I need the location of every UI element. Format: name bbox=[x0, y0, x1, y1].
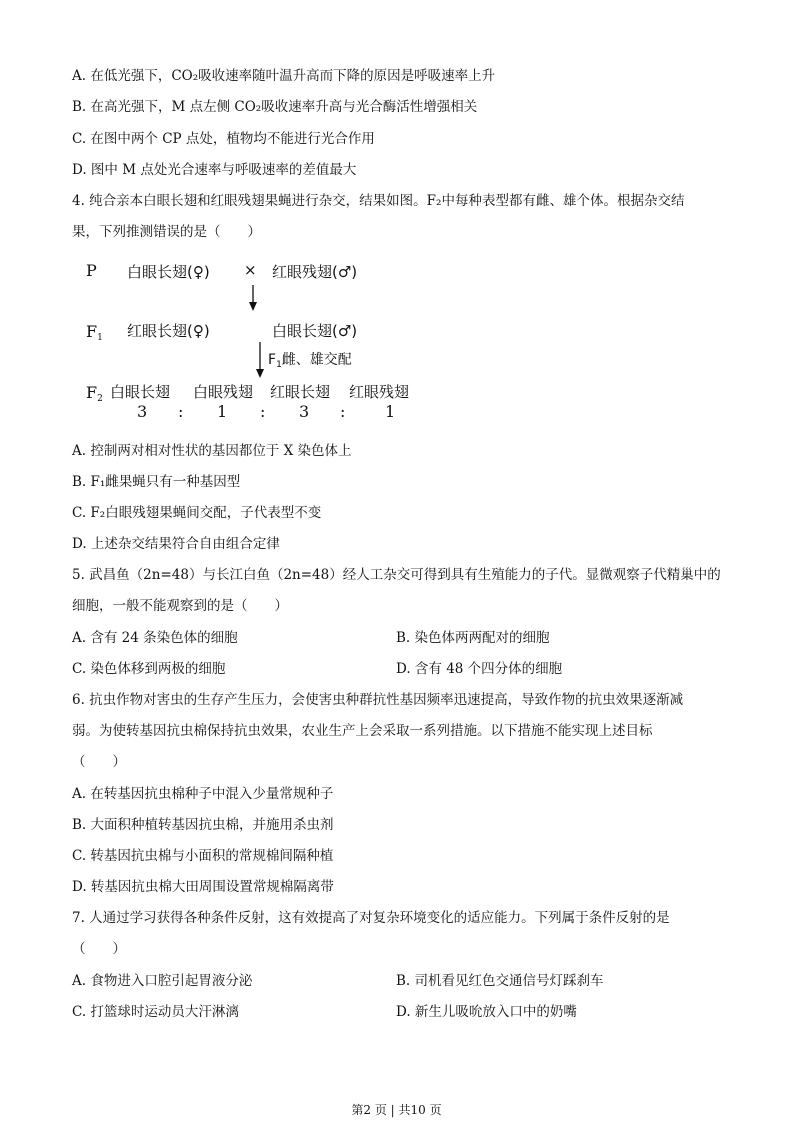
f2-ratio-value: 1 bbox=[385, 402, 396, 421]
f1-female: 红眼长翅(♀) bbox=[127, 322, 210, 340]
q3-option-a: A. 在低光强下，CO₂吸收速率随叶温升高而下降的原因是呼吸速率上升 bbox=[72, 68, 496, 84]
f1-male: 白眼长翅(♂) bbox=[272, 322, 358, 340]
f2-ratio-value: 1 bbox=[217, 402, 228, 421]
q6-option-d: D. 转基因抗虫棉大田周围设置常规棉隔离带 bbox=[72, 879, 334, 895]
q6-stem-line1: 6. 抗虫作物对害虫的生存产生压力，会使害虫种群抗性基因频率迅速提高，导致作物的抗虫效果逐渐减 bbox=[72, 692, 684, 708]
arrow-p-to-f1-head bbox=[249, 302, 257, 311]
p-female-parent: 白眼长翅(♀) bbox=[127, 263, 210, 281]
q3-option-c: C. 在图中两个 CP 点处，植物均不能进行光合作用 bbox=[72, 131, 375, 147]
q5-option-c: C. 染色体移到两极的细胞 bbox=[72, 661, 226, 677]
q4-stem-line2: 果，下列推测错误的是（ ） bbox=[72, 224, 261, 240]
q3-option-b: B. 在高光强下，M 点左侧 CO₂吸收速率升高与光合酶活性增强相关 bbox=[72, 99, 478, 115]
f2-phenotype: 白眼长翅 bbox=[110, 383, 171, 401]
f2-ratio-sep: : bbox=[178, 402, 184, 421]
q5-option-b: B. 染色体两两配对的细胞 bbox=[396, 630, 550, 646]
q7-stem-line1: 7. 人通过学习获得各种条件反射，这有效提高了对复杂环境变化的适应能力。下列属于条件反射的是 bbox=[72, 910, 670, 926]
q7-option-b: B. 司机看见红色交通信号灯踩刹车 bbox=[396, 973, 604, 989]
f2-phenotype: 红眼长翅 bbox=[270, 383, 331, 401]
arrow-f1-to-f2-head bbox=[256, 369, 264, 378]
f2-ratio-sep: : bbox=[260, 402, 266, 421]
q4-stem-line1: 4. 纯合亲本白眼长翅和红眼残翅果蝇进行杂交，结果如图。F₂中每种表型都有雌、雄个体。根据杂交结 bbox=[72, 193, 685, 209]
q6-option-b: B. 大面积种植转基因抗虫棉，并施用杀虫剂 bbox=[72, 817, 334, 833]
q7-option-d: D. 新生儿吸吮放入口中的奶嘴 bbox=[396, 1004, 577, 1020]
q4-option-b: B. F₁雌果蝇只有一种基因型 bbox=[72, 474, 241, 490]
q5-stem-line1: 5. 武昌鱼（2n=48）与长江白鱼（2n=48）经人工杂交可得到具有生殖能力的子代。显微观察子代精巢中的 bbox=[72, 567, 721, 583]
q5-option-a: A. 含有 24 条染色体的细胞 bbox=[72, 630, 238, 646]
p-generation-label: P bbox=[86, 261, 97, 280]
q6-stem-line2: 弱。为使转基因抗虫棉保持抗虫效果，农业生产上会采取一系列措施。以下措施不能实现上述目标 bbox=[72, 723, 653, 739]
q7-stem-line2: （ ） bbox=[72, 941, 126, 957]
q4-option-c: C. F₂白眼残翅果蝇间交配，子代表型不变 bbox=[72, 505, 322, 521]
q5-option-d: D. 含有 48 个四分体的细胞 bbox=[396, 661, 563, 677]
f2-ratio-value: 3 bbox=[137, 402, 148, 421]
q6-option-a: A. 在转基因抗虫棉种子中混入少量常规种子 bbox=[72, 786, 334, 802]
f2-ratio-value: 3 bbox=[299, 402, 310, 421]
page-footer: 第2 页 | 共10 页 bbox=[351, 1103, 442, 1117]
q4-option-d: D. 上述杂交结果符合自由组合定律 bbox=[72, 536, 280, 552]
cross-symbol: × bbox=[244, 261, 257, 279]
q4-option-a: A. 控制两对相对性状的基因都位于 X 染色体上 bbox=[72, 443, 352, 459]
f2-phenotype: 白眼残翅 bbox=[193, 383, 254, 401]
q7-option-c: C. 打篮球时运动员大汗淋漓 bbox=[72, 1004, 239, 1020]
q3-option-d: D. 图中 M 点处光合速率与呼吸速率的差值最大 bbox=[72, 162, 357, 178]
f2-ratio-sep: : bbox=[340, 402, 346, 421]
q6-option-c: C. 转基因抗虫棉与小面积的常规棉间隔种植 bbox=[72, 848, 334, 864]
f1-intercross-note: $F_1$雌、雄交配 bbox=[268, 352, 352, 370]
p-male-parent: 红眼残翅(♂) bbox=[272, 263, 358, 281]
f2-generation-label: $F_2$ bbox=[86, 383, 103, 404]
q5-stem-line2: 细胞，一般不能观察到的是（ ） bbox=[72, 598, 288, 614]
f1-generation-label: $F_1$ bbox=[86, 322, 103, 343]
q7-option-a: A. 食物进入口腔引起胃液分泌 bbox=[72, 973, 253, 989]
q6-stem-line3: （ ） bbox=[72, 754, 126, 770]
f2-phenotype: 红眼残翅 bbox=[349, 383, 410, 401]
